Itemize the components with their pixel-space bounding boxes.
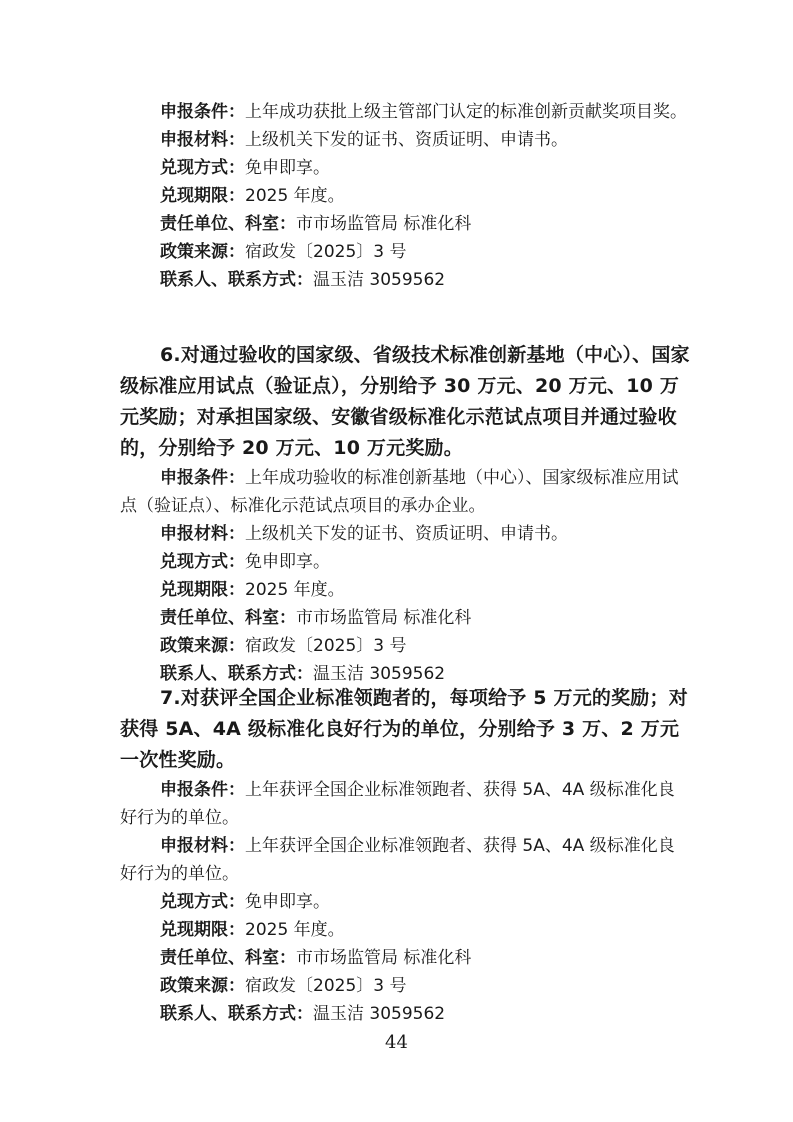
contact-text: 温玉洁 3059562 xyxy=(313,1004,446,1024)
source-line xyxy=(120,972,690,1000)
redeem-text: 免申即享。 xyxy=(245,158,330,178)
conditions-line xyxy=(120,776,690,832)
conditions-label: 申报条件： xyxy=(160,468,245,488)
block-a xyxy=(120,98,690,294)
source-label: 政策来源： xyxy=(160,636,245,656)
period-text: 2025 年度。 xyxy=(245,920,345,940)
period-line xyxy=(120,916,690,944)
contact-line xyxy=(120,1000,690,1028)
unit-line xyxy=(120,944,690,972)
redeem-label: 兑现方式： xyxy=(160,552,245,572)
contact-line xyxy=(120,266,690,294)
unit-text: 市市场监管局 标准化科 xyxy=(296,948,472,968)
unit-label: 责任单位、科室： xyxy=(160,948,296,968)
item-7 xyxy=(120,683,690,1028)
item-7-heading: 7.对获评全国企业标准领跑者的，每项给予 5 万元的奖励；对获得 5A、4A 级标准化良好行为的单位，分别给予 3 万、2 万元一次性奖励。 xyxy=(120,687,688,771)
conditions-label: 申报条件： xyxy=(160,780,245,800)
conditions-text: 上年获评全国企业标准领跑者、获得 5A、4A 级标准化良好行为的单位。 xyxy=(120,780,675,828)
redeem-line xyxy=(120,154,690,182)
source-label: 政策来源： xyxy=(160,242,245,262)
conditions-line xyxy=(120,98,690,126)
materials-line xyxy=(120,520,690,548)
conditions-text: 上年成功获批上级主管部门认定的标准创新贡献奖项目奖。 xyxy=(245,102,687,122)
page-number: 44 xyxy=(385,1032,408,1053)
contact-label: 联系人、联系方式： xyxy=(160,664,313,684)
item-6-heading: 6.对通过验收的国家级、省级技术标准创新基地（中心）、国家级标准应用试点（验证点），分别给予 30 万元、20 万元、10 万元奖励；对承担国家级、安徽省级标准化示范试点项目并通过验收的，分别给予 20 万元、10 万元奖励。 xyxy=(120,344,690,459)
materials-label: 申报材料： xyxy=(160,130,245,150)
contact-label: 联系人、联系方式： xyxy=(160,270,313,290)
unit-text: 市市场监管局 标准化科 xyxy=(296,214,472,234)
source-line xyxy=(120,238,690,266)
materials-label: 申报材料： xyxy=(160,524,245,544)
source-text: 宿政发〔2025〕3 号 xyxy=(245,242,407,262)
conditions-text: 上年成功验收的标准创新基地（中心）、国家级标准应用试点（验证点）、标准化示范试点项目的承办企业。 xyxy=(120,468,679,516)
period-label: 兑现期限： xyxy=(160,920,245,940)
period-line xyxy=(120,576,690,604)
unit-label: 责任单位、科室： xyxy=(160,214,296,234)
conditions-label: 申报条件： xyxy=(160,102,245,122)
contact-label: 联系人、联系方式： xyxy=(160,1004,313,1024)
materials-text: 上级机关下发的证书、资质证明、申请书。 xyxy=(245,130,568,150)
materials-text: 上级机关下发的证书、资质证明、申请书。 xyxy=(245,524,568,544)
period-label: 兑现期限： xyxy=(160,580,245,600)
materials-line xyxy=(120,832,690,888)
unit-line xyxy=(120,210,690,238)
redeem-line xyxy=(120,888,690,916)
source-text: 宿政发〔2025〕3 号 xyxy=(245,976,407,996)
materials-line xyxy=(120,126,690,154)
period-text: 2025 年度。 xyxy=(245,580,345,600)
source-text: 宿政发〔2025〕3 号 xyxy=(245,636,407,656)
redeem-line xyxy=(120,548,690,576)
redeem-text: 免申即享。 xyxy=(245,552,330,572)
source-label: 政策来源： xyxy=(160,976,245,996)
materials-label: 申报材料： xyxy=(160,836,245,856)
unit-line xyxy=(120,604,690,632)
period-line xyxy=(120,182,690,210)
period-label: 兑现期限： xyxy=(160,186,245,206)
contact-text: 温玉洁 3059562 xyxy=(313,664,446,684)
period-text: 2025 年度。 xyxy=(245,186,345,206)
source-line xyxy=(120,632,690,660)
redeem-label: 兑现方式： xyxy=(160,158,245,178)
redeem-text: 免申即享。 xyxy=(245,892,330,912)
unit-text: 市市场监管局 标准化科 xyxy=(296,608,472,628)
contact-text: 温玉洁 3059562 xyxy=(313,270,446,290)
conditions-line xyxy=(120,464,690,520)
materials-text: 上年获评全国企业标准领跑者、获得 5A、4A 级标准化良好行为的单位。 xyxy=(120,836,675,884)
item-6 xyxy=(120,340,690,688)
redeem-label: 兑现方式： xyxy=(160,892,245,912)
unit-label: 责任单位、科室： xyxy=(160,608,296,628)
